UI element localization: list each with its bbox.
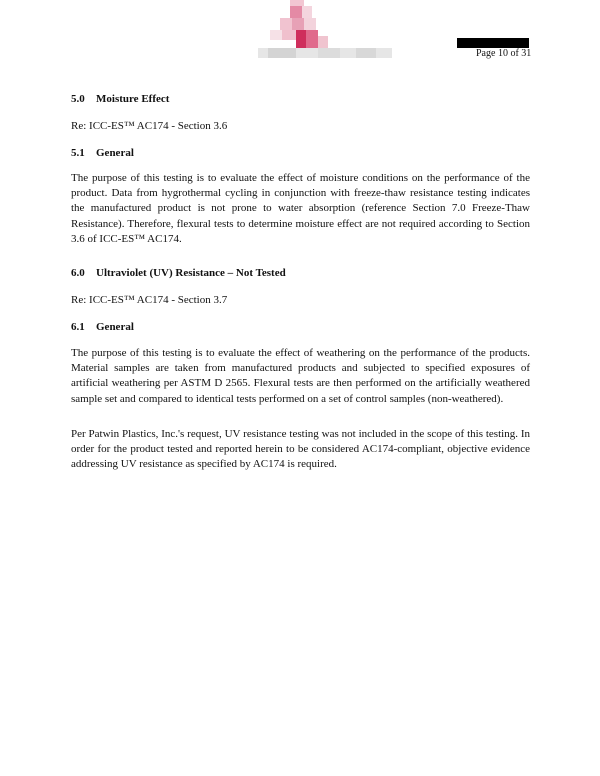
section-6-1-body-2: Per Patwin Plastics, Inc.'s request, UV resistance testing was not included in the scope of this testing. In order for the product tested and reported herein to be considered AC174-compliant, objective evidence addressing UV resistance as specified by AC174 is required. xyxy=(71,428,530,471)
section-6-0-reference: Re: ICC-ES™ AC174 - Section 3.7 xyxy=(71,294,228,306)
section-5-0-reference: Re: ICC-ES™ AC174 - Section 3.6 xyxy=(71,120,228,132)
section-6-1-heading xyxy=(71,321,134,334)
section-5-1-body: The purpose of this testing is to evaluate the effect of moisture conditions on the performance of the product. Data from hygrothermal cycling in conjunction with freeze-thaw resistance testing indicates the manufactured product is not prone to water absorption (reference Section 7.0 Freeze-Thaw Resistance). Therefore, flexural tests to determine moisture effect are not required according to Section 3.6 of ICC-ES™ AC174. xyxy=(71,172,530,245)
company-logo xyxy=(258,0,392,64)
section-title: Moisture Effect xyxy=(96,93,170,105)
section-title: General xyxy=(96,147,134,159)
section-number: 5.0 xyxy=(71,93,85,105)
section-title: General xyxy=(96,321,134,333)
section-number: 6.0 xyxy=(71,267,85,279)
redaction-bar xyxy=(457,38,529,48)
section-number: 5.1 xyxy=(71,147,85,159)
section-number: 6.1 xyxy=(71,321,85,333)
section-6-1-body-1: The purpose of this testing is to evaluate the effect of weathering on the performance of the products. Material samples are taken from manufactured products and subjected to specified exposures of artificial weathering per ASTM D 2565. Flexural tests are then performed on the artificially weathered sample set and compared to identical tests performed on a set of control samples (non-weathered). xyxy=(71,347,530,405)
section-title: Ultraviolet (UV) Resistance – Not Tested xyxy=(96,267,286,279)
section-5-1-heading xyxy=(71,147,134,160)
page-number: Page 10 of 31 xyxy=(476,48,532,59)
section-6-0-heading xyxy=(71,267,286,280)
section-5-0-heading xyxy=(71,93,169,106)
